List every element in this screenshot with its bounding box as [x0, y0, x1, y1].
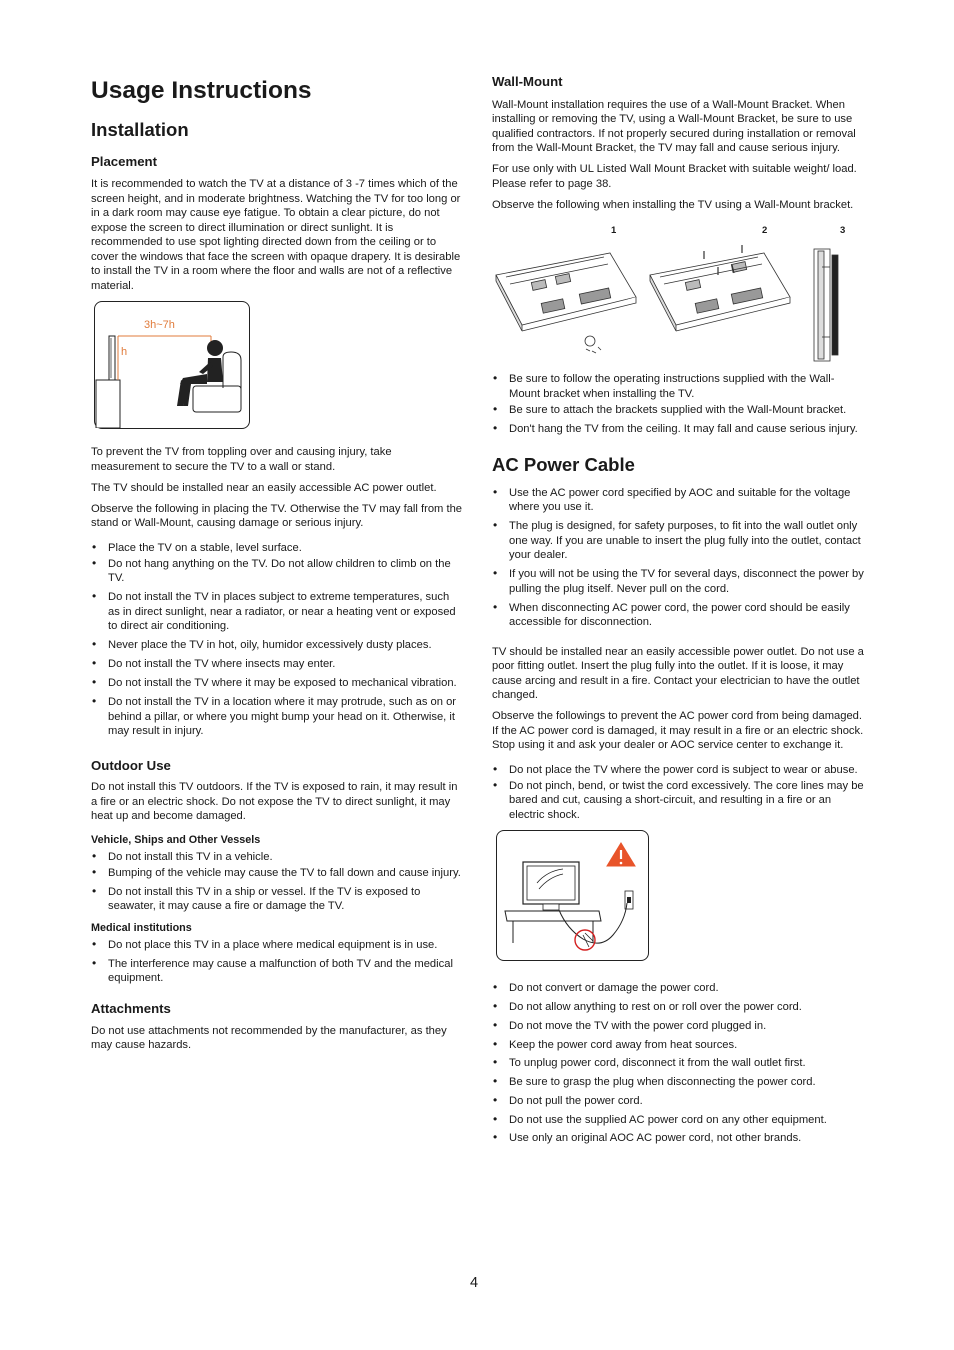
power-cord-figure: [496, 830, 649, 961]
list-item: • Use the AC power cord specified by AOC and suitable for the voltage where you use it.: [492, 486, 864, 515]
list-item: • Be sure to follow the operating instructions supplied with the Wall-Mount bracket when installing the TV.: [492, 372, 864, 401]
list-item: • Don't hang the TV from the ceiling. It may fall and cause serious injury.: [492, 422, 864, 437]
list-item: • Be sure to grasp the plug when disconnecting the power cord.: [492, 1075, 864, 1090]
outlet-text: The TV should be installed near an easily accessible AC power outlet.: [91, 481, 437, 494]
medical-list: [91, 938, 463, 986]
wall-mount-illustration: [492, 237, 864, 363]
list-item: • Keep the power cord away from heat sources.: [492, 1038, 864, 1053]
left-column: [91, 74, 463, 1059]
list-item: • When disconnecting AC power cord, the power cord should be easily accessible for disconnection.: [492, 601, 864, 630]
list-item: • Do not use the supplied AC power cord on any other equipment.: [492, 1113, 864, 1128]
step-label-2: 2: [762, 225, 768, 237]
wall-mount-observe-text: Observe the following when installing the TV using a Wall-Mount bracket.: [492, 198, 854, 211]
list-item: • Do not allow anything to rest on or roll over the power cord.: [492, 1000, 864, 1015]
topple-text: To prevent the TV from toppling over and causing injury, take measurement to secure the TV to a wall or stand.: [91, 446, 392, 473]
list-item: • Do not install the TV where insects may enter.: [91, 657, 463, 672]
wall-mount-text: Wall-Mount installation requires the use of a Wall-Mount Bracket. When installing or removing the TV, using a Wall-Mount Bracket, be sure to use qualified contractors. If not properly secured during installation or removal from the Wall-Mount Bracket, the TV may fall and cause serious injury.: [492, 98, 856, 155]
page-title: Usage Instructions: [91, 77, 312, 104]
outdoor-text: Do not install this TV outdoors. If the TV is exposed to rain, it may result in a fire or an electric shock. Do not expose the TV to direct sunlight, it may heat up and become damaged.: [91, 781, 458, 823]
list-item: • Do not install this TV in a ship or vessel. If the TV is exposed to seawater, it may cause a fire or damage the TV.: [91, 885, 463, 914]
step-label-3: 3: [840, 225, 846, 237]
placement-text: It is recommended to watch the TV at a distance of 3 -7 times which of the screen height, and in moderate brightness. Watching the TV for too long or in a dark room may cause eye fatigue. To obtain a clear picture, do not expose the screen to direct illumination or direct sunlight. It is recommended to use spot lighting directed down from the ceiling or to cover the windows that face the screen with opaque drapery. It is desirable to install the TV in a room where the floor and walls are not of a reflective material.: [91, 178, 461, 292]
list-item: • Do not install this TV in a vehicle.: [91, 850, 463, 865]
attachments-heading: Attachments: [91, 1000, 171, 1016]
ac-power-list-2: [492, 763, 864, 823]
installation-heading: Installation: [91, 118, 189, 140]
list-item: • Do not install the TV in places subject to extreme temperatures, such as in direct sunlight, near a radiator, or near a heating vent or exposed to direct air conditioning.: [91, 590, 463, 634]
list-item: • Do not install the TV where it may be exposed to mechanical vibration.: [91, 676, 463, 691]
list-item: • Be sure to attach the brackets supplied with the Wall-Mount bracket.: [492, 403, 864, 418]
vehicle-heading: Vehicle, Ships and Other Vessels: [91, 833, 261, 846]
vehicle-list: [91, 850, 463, 914]
list-item: • Do not place this TV in a place where medical equipment is in use.: [91, 938, 463, 953]
list-item: • Do not place the TV where the power cord is subject to wear or abuse.: [492, 763, 864, 778]
list-item: • The plug is designed, for safety purposes, to fit into the wall outlet only one way. If you are unable to insert the plug fully into the outlet, contact your dealer.: [492, 519, 864, 563]
ac-power-heading: AC Power Cable: [492, 454, 635, 476]
list-item: • Do not pull the power cord.: [492, 1094, 864, 1109]
placement-list: [91, 541, 463, 739]
height-label: h: [121, 346, 128, 359]
observe-text: Observe the following in placing the TV. Otherwise the TV may fall from the stand or Wall-Mount, causing damage or serious injury.: [91, 502, 463, 530]
viewing-distance-figure: [94, 301, 250, 429]
outlet-warning-text: TV should be installed near an easily accessible power outlet. Do not use a poor fitting outlet. Insert the plug fully into the outlet. If it is loose, it may cause arcing and result in a fire. Contact your electrician to have the outlet changed.: [492, 645, 864, 702]
list-item: • Do not convert or damage the power cord.: [492, 981, 864, 996]
ac-power-list-3: [492, 981, 864, 1146]
outdoor-heading: Outdoor Use: [91, 757, 171, 773]
step-label-1: 1: [611, 225, 617, 237]
list-item: • The interference may cause a malfunction of both TV and the medical equipment.: [91, 957, 463, 986]
distance-label: 3h~7h: [144, 319, 175, 332]
list-item: • Place the TV on a stable, level surface.: [91, 541, 463, 556]
list-item: • Do not move the TV with the power cord plugged in.: [492, 1019, 864, 1034]
list-item: • Bumping of the vehicle may cause the TV to fall down and cause injury.: [91, 866, 463, 881]
list-item: • Do not install the TV in a location where it may protrude, such as on or behind a pillar, or where you might bump your head on it. Otherwise, it may result in injury.: [91, 695, 463, 739]
attachments-text: Do not use attachments not recommended by the manufacturer, as they may cause hazards.: [91, 1024, 447, 1052]
placement-heading: Placement: [91, 154, 157, 170]
right-column: [492, 74, 864, 1150]
wall-mount-heading: Wall-Mount: [492, 74, 563, 89]
list-item: • Do not pinch, bend, or twist the cord excessively. The core lines may be bared and cut, causing a short-circuit, and resulting in a fire or an electric shock.: [492, 779, 864, 823]
list-item: • Do not hang anything on the TV. Do not allow children to climb on the TV.: [91, 557, 463, 586]
ac-power-list-1: [492, 486, 864, 630]
page-number: 4: [470, 1275, 479, 1291]
wall-mount-figure: [492, 225, 864, 361]
list-item: • Use only an original AOC AC power cord, not other brands.: [492, 1131, 864, 1146]
list-item: • If you will not be using the TV for several days, disconnect the power by pulling the plug itself. Never pull on the cord.: [492, 567, 864, 596]
medical-heading: Medical institutions: [91, 921, 192, 934]
list-item: • Never place the TV in hot, oily, humidor excessively dusty places.: [91, 638, 463, 653]
wall-mount-list: [492, 372, 864, 436]
power-cord-illustration: [497, 831, 648, 960]
cord-damage-text: Observe the followings to prevent the AC power cord from being damaged. If the AC power cord is damaged, it may result in a fire or an electric shock. Stop using it and ask your dealer or AOC service center to exchange it.: [492, 710, 864, 752]
list-item: • To unplug power cord, disconnect it from the wall outlet first.: [492, 1056, 864, 1071]
ul-listed-text: For use only with UL Listed Wall Mount Bracket with suitable weight/ load. Please refer to page 38.: [492, 163, 857, 190]
